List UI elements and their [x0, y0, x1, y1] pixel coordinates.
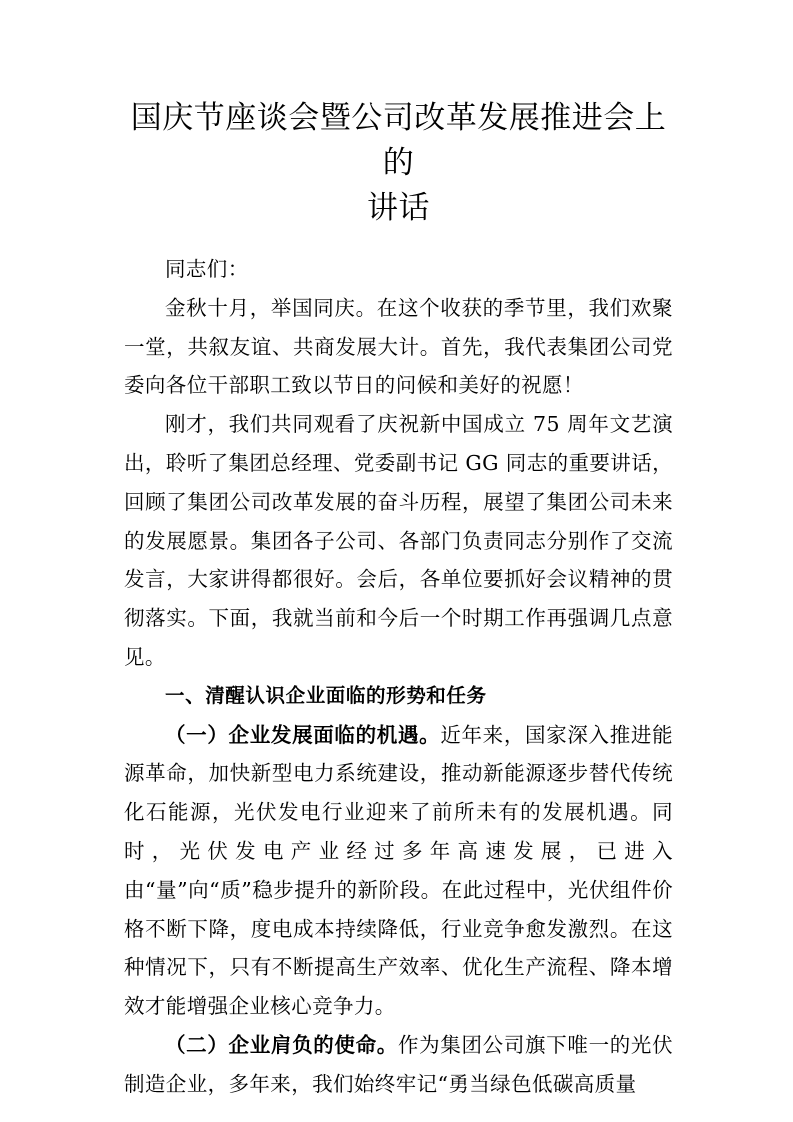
paragraph-1: 金秋十月，举国同庆。在这个收获的季节里，我们欢聚一堂，共叙友谊、共商发展大计。首先，我代表集团公司党委向各位干部职工致以节日的问候和美好的祝愿！: [124, 295, 673, 398]
salutation: 同志们：: [165, 257, 249, 281]
subsection-2: [124, 1026, 673, 1104]
subsection-2-lead: （二）企业肩负的使命。: [165, 1032, 398, 1057]
document-title: [124, 96, 673, 231]
subsection-2-text: 作为集团公司旗下唯一的光伏制造企业，多年来，我们始终牢记“勇当绿色低碳高质量: [124, 1032, 674, 1096]
subsection-1-lead: （一）企业发展面临的机遇。: [165, 722, 441, 747]
title-line-2: 讲话: [367, 190, 430, 226]
section-heading-1: 一、清醒认识企业面临的形势和任务: [165, 683, 487, 707]
subsection-1-text: 近年来，国家深入推进能源革命，加快新型电力系统建设，推动新能源逐步替代传统化石能源，光伏发电行业迎来了前所未有的发展机遇。同时，光伏发电产业经过多年高速发展，已进入由“量”向“质”稳步提升的新阶段。在此过程中，光伏组件价格不断下降，度电成本持续降低，行业竞争愈发激烈。在这种情况下，只有不断提高生产效率、优化生产流程、降本增效才能增强企业核心竞争力。: [124, 722, 673, 1019]
title-line-1: 国庆节座谈会暨公司改革发展推进会上的: [130, 100, 667, 181]
paragraph-2: 刚才，我们共同观看了庆祝新中国成立 75 周年文艺演出，聆听了集团总经理、党委副书记 GG 同志的重要讲话，回顾了集团公司改革发展的奋斗历程，展望了集团公司未来的发展愿景。集团各子公司、各部门负责同志分别作了交流发言，大家讲得都很好。会后，各单位要抓好会议精神的贯彻落实。下面，我就当前和今后一个时期工作再强调几点意见。: [124, 412, 673, 669]
subsection-1: [124, 716, 673, 1026]
